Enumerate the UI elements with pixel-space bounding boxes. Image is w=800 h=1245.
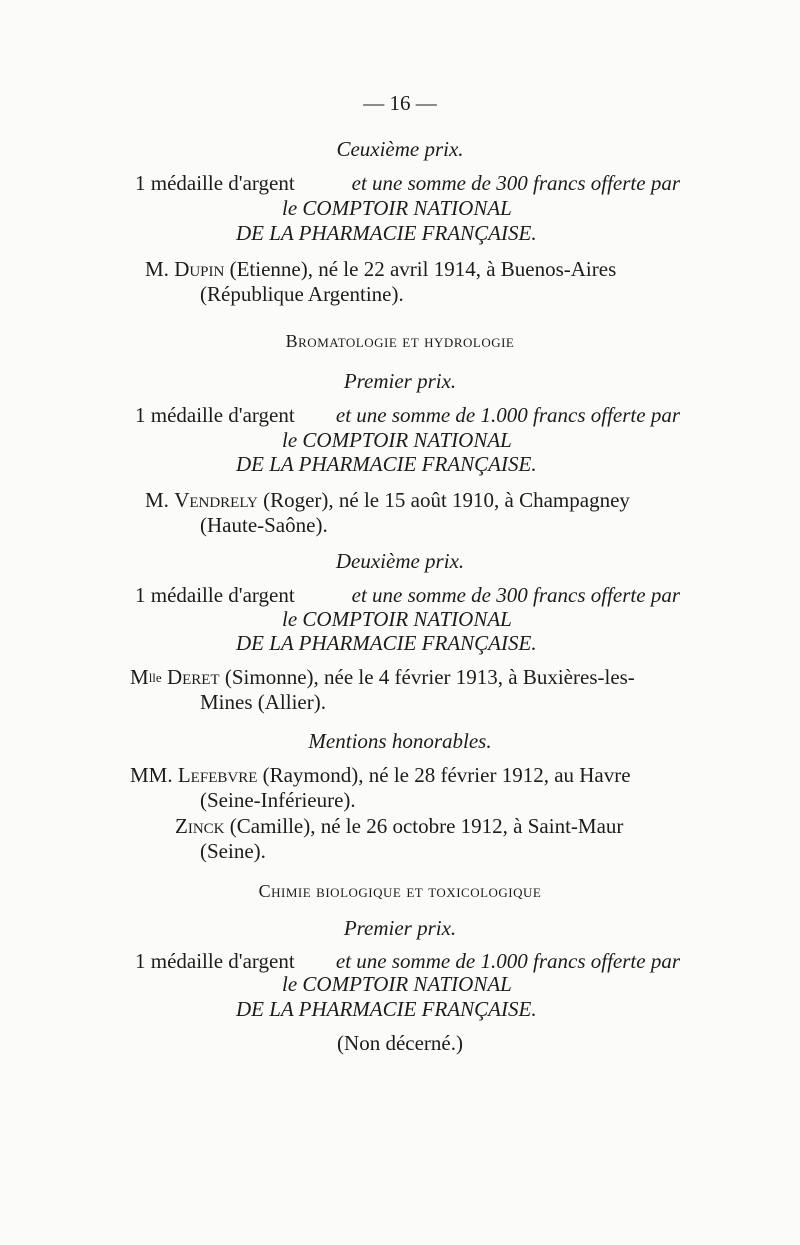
laureate-surname: Zinck	[175, 814, 225, 838]
laureate-surname: Dupin	[174, 257, 225, 281]
award-sponsor-line: le COMPTOIR NATIONAL	[282, 428, 512, 452]
award-sponsor-line: le COMPTOIR NATIONAL	[282, 196, 512, 220]
award-amount: et une somme de 300 francs offerte par	[351, 171, 680, 195]
laureate-prefix: M.	[145, 257, 169, 281]
award-status: (Non décerné.)	[337, 1031, 463, 1055]
award-sponsor-line: le COMPTOIR NATIONAL	[282, 972, 512, 996]
laureate-details-cont: (Seine).	[200, 839, 266, 863]
award-amount: et une somme de 1.000 francs offerte par	[335, 949, 680, 973]
laureate-entry	[145, 256, 680, 282]
laureate-details-cont: (République Argentine).	[200, 282, 404, 306]
laureate-details-cont: (Haute-Saône).	[200, 513, 328, 537]
award-medal: 1 médaille d'argent	[135, 583, 295, 607]
laureate-entry	[145, 487, 630, 513]
award-medal: 1 médaille d'argent	[135, 171, 295, 195]
award-sponsor-line: DE LA PHARMACIE FRANÇAISE.	[236, 997, 537, 1021]
laureate-details: (Roger), né le 15 août 1910, à Champagney	[263, 488, 630, 512]
section-title: Bromatologie et hydrologie	[285, 331, 515, 351]
award-sponsor-line: DE LA PHARMACIE FRANÇAISE.	[236, 631, 537, 655]
laureate-surname: Vendrely	[174, 488, 258, 512]
laureate-details-cont: (Seine-Inférieure).	[200, 788, 356, 812]
page-number: — 16 —	[363, 91, 437, 115]
laureate-prefix: MM.	[130, 763, 173, 787]
award-sponsor-line: DE LA PHARMACIE FRANÇAISE.	[236, 221, 537, 245]
prize-heading: Premier prix.	[343, 369, 457, 393]
award-line	[135, 402, 680, 428]
laureate-surname: Deret	[166, 665, 220, 689]
laureate-entry	[130, 762, 631, 788]
laureate-details: (Raymond), né le 28 février 1912, au Havre	[262, 763, 631, 787]
award-medal: 1 médaille d'argent	[135, 949, 295, 973]
award-line	[135, 582, 680, 608]
laureate-details: (Etienne), né le 22 avril 1914, à Buenos-Aires	[229, 257, 617, 281]
award-medal: 1 médaille d'argent	[135, 403, 295, 427]
laureate-entry	[130, 664, 635, 690]
laureate-details: (Simonne), née le 4 février 1913, à Buxières-les-	[224, 665, 635, 689]
award-amount: et une somme de 1.000 francs offerte par	[335, 403, 680, 427]
laureate-prefix: M	[130, 665, 149, 689]
prize-heading: Deuxième prix.	[335, 549, 465, 573]
prize-heading: Ceuxième prix.	[336, 137, 464, 161]
prize-heading: Premier prix.	[343, 916, 457, 940]
laureate-details: (Camille), né le 26 octobre 1912, à Saint-Maur	[229, 814, 624, 838]
laureate-prefix-superscript: lle	[148, 670, 162, 685]
section-title: Chimie biologique et toxicologique	[258, 881, 542, 901]
award-line	[135, 170, 680, 196]
laureate-details-cont: Mines (Allier).	[200, 690, 326, 714]
laureate-surname: Lefebvre	[177, 763, 258, 787]
award-sponsor-line: le COMPTOIR NATIONAL	[282, 607, 512, 631]
award-amount: et une somme de 300 francs offerte par	[351, 583, 680, 607]
laureate-prefix: M.	[145, 488, 169, 512]
laureate-entry	[175, 813, 623, 839]
award-sponsor-line: DE LA PHARMACIE FRANÇAISE.	[236, 452, 537, 476]
prize-heading: Mentions honorables.	[308, 729, 492, 753]
